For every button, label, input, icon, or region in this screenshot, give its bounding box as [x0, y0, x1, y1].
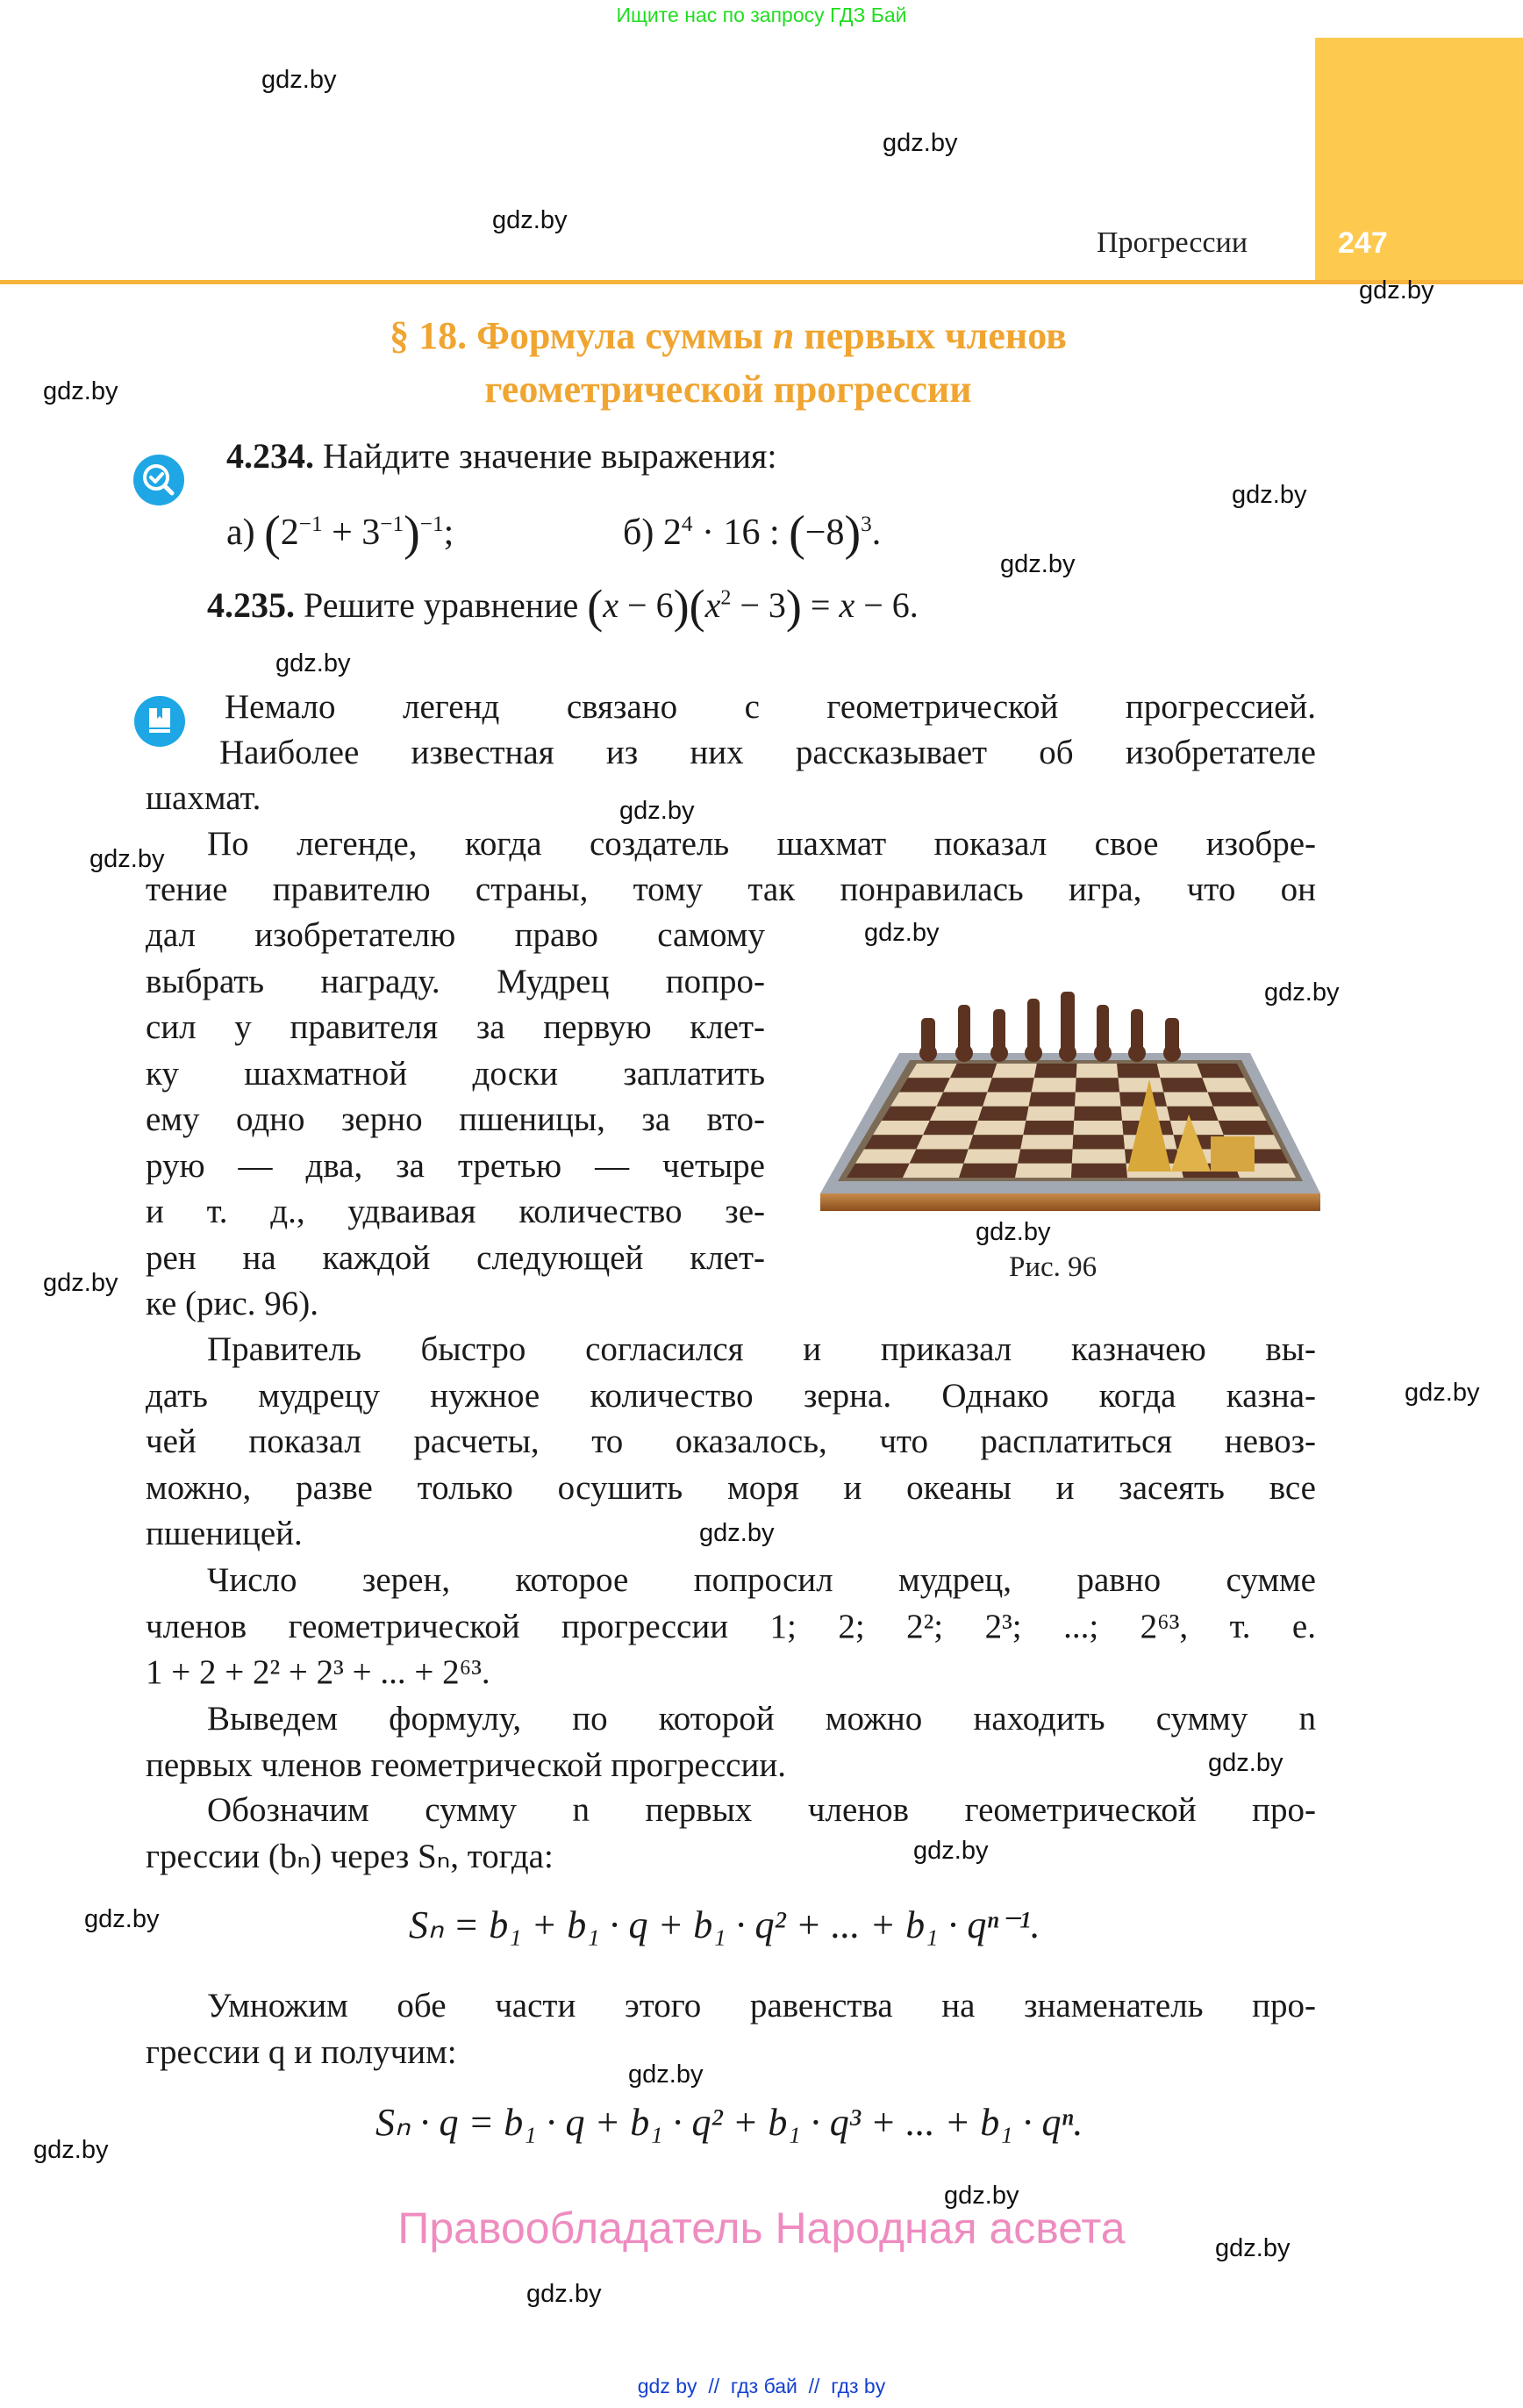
watermark: gdz.by: [944, 2182, 1019, 2210]
text-line: ку шахматной доски заплатить: [146, 1054, 765, 1093]
watermark: gdz.by: [84, 1905, 160, 1933]
text-line: первых членов геометрической прогрессии.: [146, 1745, 786, 1784]
formula-sum: Sₙ = b₁ + b₁ · q + b₁ · q² + ... + b₁ · qⁿ⁻¹.: [409, 1903, 1040, 1946]
watermark: gdz.by: [1359, 276, 1434, 305]
text-line: шахмат.: [146, 779, 261, 817]
watermark: gdz.by: [619, 797, 695, 825]
paragraph-2-line-1: [207, 821, 1316, 868]
watermark: gdz.by: [864, 919, 940, 947]
formula-sum-times-q: Sₙ · q = b₁ · q + b₁ · q² + b₁ · q³ + ... + b₁ · qⁿ.: [375, 2101, 1083, 2144]
text-line: 1 + 2 + 2² + 2³ + ... + 2⁶³.: [146, 1653, 490, 1691]
watermark: gdz.by: [261, 66, 337, 94]
paragraph-5: [146, 1696, 1316, 1788]
exercise-prompt: Решите уравнение: [304, 585, 579, 625]
text-line: чей показал расчеты, то оказалось, что расплатиться невоз-: [146, 1423, 1316, 1460]
text-line: рен на каждой следующей клет-: [146, 1238, 765, 1277]
page-number: 247: [1338, 226, 1388, 260]
paragraph-4: [146, 1558, 1316, 1696]
text-line: Умножим обе части этого равенства на знаменатель про-: [207, 1987, 1316, 2025]
watermark: gdz.by: [628, 2060, 704, 2089]
watermark: gdz.by: [976, 1218, 1051, 1246]
part-label: а): [226, 512, 255, 553]
paragraph-1-line-3: [146, 776, 261, 822]
section-title-var: n: [772, 314, 795, 357]
part-label: б): [623, 512, 654, 553]
text-line: Число зерен, которое попросил мудрец, равно сумме: [207, 1561, 1316, 1599]
magnifier-check-icon: [133, 455, 184, 505]
watermark: gdz.by: [883, 129, 958, 157]
paragraph-2-line-2: [146, 867, 1316, 914]
footer-link-gdz-bai[interactable]: гдз бай: [730, 2375, 797, 2397]
top-banner[interactable]: Ищите нас по запросу ГДЗ Бай: [616, 4, 907, 26]
section-title: [263, 309, 1193, 416]
paragraph-1-line-2: [219, 730, 1316, 777]
text-line: Обозначим сумму n первых членов геометрической про-: [207, 1791, 1316, 1829]
watermark: gdz.by: [526, 2280, 602, 2308]
watermark: gdz.by: [1264, 978, 1340, 1007]
text-line: дал изобретателю право самому: [146, 916, 765, 954]
watermark: gdz.by: [1232, 481, 1307, 509]
figure-caption: Рис. 96: [1009, 1251, 1098, 1283]
text-line: Наиболее известная из них рассказывает об изобретателе: [219, 734, 1316, 771]
text-line: можно, разве только осушить моря и океаны и засеять все: [146, 1468, 1316, 1507]
watermark: gdz.by: [33, 2136, 109, 2164]
text-line: выбрать награду. Мудрец попро-: [146, 962, 765, 1000]
watermark: gdz.by: [1215, 2234, 1291, 2262]
footer-link-gdz-by-cyr[interactable]: гдз by: [831, 2375, 886, 2397]
text-line: грессии (bₙ) через Sₙ, тогда:: [146, 1837, 554, 1875]
watermark: gdz.by: [913, 1837, 989, 1865]
running-title: Прогрессии: [1097, 226, 1248, 259]
header-rule: [0, 280, 1523, 284]
text-line: и т. д., удваивая количество зе-: [146, 1193, 765, 1230]
watermark: gdz.by: [1405, 1379, 1480, 1407]
paragraph-7: [146, 1983, 1316, 2075]
watermark: gdz.by: [43, 1269, 118, 1297]
watermark: gdz.by: [89, 845, 165, 873]
exercise-4-235: 4.235. Решите уравнение $(x - 6)(x^2 - 3) = x - 6$.: [207, 580, 919, 633]
footer-separator: //: [808, 2375, 820, 2397]
book-icon: [134, 696, 185, 747]
text-line: пшеницей.: [146, 1515, 303, 1552]
watermark: gdz.by: [1208, 1749, 1283, 1777]
exercise-prompt: Найдите значение выражения:: [323, 436, 777, 476]
footer-link-gdz-by[interactable]: gdz by: [637, 2375, 697, 2397]
section-title-prefix: § 18. Формула суммы: [390, 314, 773, 357]
watermark: gdz.by: [699, 1519, 775, 1547]
footer-separator: //: [708, 2375, 720, 2397]
exercise-4-234-part-a: а) $(2^{-1} + 3^{-1})^{-1}$;: [226, 506, 454, 561]
text-line: Немало легенд связано с геометрической прогрессией.: [225, 688, 1316, 726]
exercise-number: 4.235.: [207, 585, 295, 625]
exercise-number: 4.234.: [226, 436, 314, 476]
watermark: gdz.by: [1000, 550, 1076, 578]
text-line: членов геометрической прогрессии 1; 2; 2²; 2³; ...; 2⁶³, т. е.: [146, 1607, 1316, 1645]
footer-links: [0, 2375, 1523, 2398]
text-line: ке (рис. 96).: [146, 1285, 318, 1322]
exercise-4-234-part-b: б) $2^4 \cdot 16$ : $(-8)^3$.: [623, 506, 882, 561]
section-title-suffix: первых членов: [794, 314, 1067, 357]
text-line: По легенде, когда создатель шахмат показал свое изобре-: [207, 825, 1316, 863]
watermark: gdz.by: [43, 377, 118, 405]
watermark: gdz.by: [492, 206, 568, 234]
text-line: тение правителю страны, тому так понравилась игра, что он: [146, 871, 1316, 908]
watermark: gdz.by: [275, 649, 351, 677]
paragraph-1-line-1: [225, 684, 1316, 731]
text-line: рую — два, за третью — четыре: [146, 1146, 765, 1185]
text-line: Выведем формулу, по которой можно находить сумму n: [207, 1700, 1316, 1738]
text-line: сил у правителя за первую клет-: [146, 1008, 765, 1046]
paragraph-6: [146, 1788, 1316, 1880]
copyright-notice: Правообладатель Народная асвета: [397, 2204, 1126, 2253]
text-line: Правитель быстро согласился и приказал казначею вы-: [207, 1330, 1316, 1368]
figure-chessboard: [812, 965, 1329, 1220]
text-line: ему одно зерно пшеницы, за вто-: [146, 1100, 765, 1138]
section-title-line2: геометрической прогрессии: [484, 368, 972, 411]
text-line: дать мудрецу нужное количество зерна. Однако когда казна-: [146, 1376, 1316, 1415]
paragraph-2-narrow: [146, 913, 765, 1328]
exercise-4-234: [226, 434, 777, 480]
text-line: грессии q и получим:: [146, 2032, 457, 2071]
